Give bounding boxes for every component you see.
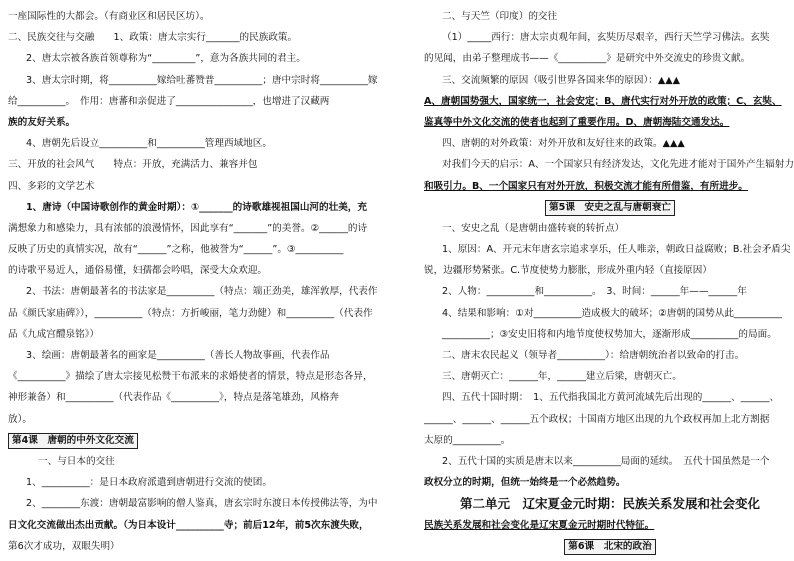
text-line: 给__________。 作用：唐蕃和亲促进了________________，也增进了汉藏两	[8, 95, 330, 107]
lesson-title	[424, 197, 794, 218]
text-line: 满想象力和感染力，具有浓郁的浪漫情怀，因此享有“_______”的美誉。②______的诗	[8, 222, 368, 234]
text-line: 日文化交流做出杰出贡献。（为日本设计__________寺；前后12年，前5次东渡失败，	[8, 519, 369, 531]
section-heading: 四、多彩的文学艺术	[8, 180, 95, 192]
text-line: 1、唐诗（中国诗歌创作的黄金时期）：①_______的诗歌雄视祖国山河的壮美，充	[26, 201, 367, 213]
text-line: 3、绘画：唐朝最著名的画家是__________（善长人物故事画，代表作品	[26, 350, 330, 361]
text-line: 神形兼备）和__________（代表作品《__________》，特点是落笔雄劲，风格奔	[8, 392, 339, 404]
text-line: ______、______、______五个政权；十国南方地区出现的九个政权再加上北方割据	[424, 413, 770, 425]
text-line: （1）_____西行：唐太宗贞观年间，玄奘历尽艰辛，西行天竺学习佛法。玄奘	[442, 32, 770, 44]
right-column	[424, 6, 794, 557]
text-line: 品《颜氏家庙碑》），__________（特点：方折峻丽，笔力劲健）和__________（代表作	[8, 307, 373, 319]
section-heading: 三、交流频繁的原因（吸引世界各国来华的原因）：▲▲▲	[442, 74, 680, 86]
text-line: 2、________东渡：唐朝最富影响的僧人鉴真，唐玄宗时东渡日本传授佛法等，为中	[26, 498, 378, 510]
text-line: __________；③安史旧将和内地节度使权势加大，逐渐形成__________的局面。	[442, 328, 777, 340]
text-line: 3、唐太宗时期，将__________嫁给吐蕃赞普__________；唐中宗时将__________嫁	[26, 74, 378, 86]
text-line: 反映了历史的真情实况，故有“______”之称，他被誉为“______”。③__________	[8, 244, 344, 256]
text-line: 第6次才成功，双眼失明）	[8, 540, 120, 552]
left-column	[8, 6, 380, 557]
unit-title: 第二单元 辽宋夏金元时期：民族关系发展和社会变化	[459, 496, 760, 512]
section-heading: 一、与日本的交往	[38, 455, 115, 467]
text-line: 放）。	[8, 413, 32, 425]
text-line: 鉴真等中外文化交流的使者也起到了重要作用。D、唐朝海陆交通发达。	[424, 116, 730, 128]
section-heading: 一、安史之乱（是唐朝由盛转衰的转折点）	[442, 222, 625, 234]
text-line: 2、人物：__________和__________。 3、时间：______年——______年	[442, 286, 747, 298]
text-line: 1、__________：是日本政府派遣到唐朝进行交流的使团。	[26, 477, 272, 489]
text-line: 政权分立的时期，但统一始终是一个必然趋势。	[424, 477, 626, 489]
lesson-title	[424, 536, 794, 557]
text-line: 四、唐朝的对外政策：对外开放和友好往来的政策。▲▲▲	[442, 138, 685, 150]
text-line: 《__________》描绘了唐太宗接见松赞干布派来的求婚使者的情景，特点是形态各异，	[8, 371, 373, 383]
text-line: 一座国际性的大都会。（有商业区和居民区坊）。	[8, 11, 210, 22]
lesson-title	[8, 430, 380, 451]
text-line: 1、原因：A、开元末年唐玄宗追求享乐，任人唯亲，朝政日益腐败；B.社会矛盾尖	[442, 244, 791, 256]
text-line: 和吸引力。B、一个国家只有对外开放，积极交流才能有所借鉴，有所进步。	[424, 180, 748, 192]
text-line: 的见闻，由弟子整理成书——《__________》是研究中外交流史的珍贵文献。	[424, 53, 751, 65]
lesson-box: 第6课 北宋的政治	[564, 539, 655, 555]
text-line: 2、唐太宗被各族首领尊称为“_________”，意为各族共同的君主。	[26, 53, 306, 65]
text-line: 二、唐末农民起义（领导者__________）：给唐朝统治者以致命的打击。	[442, 350, 745, 361]
text-line: 2、书法：唐朝最著名的书法家是__________（特点：端正劲美，雄浑敦厚，代表作	[26, 286, 378, 298]
lesson-box: 第5课 安史之乱与唐朝衰亡	[545, 200, 675, 216]
text-line: 对我们今天的启示：A、一个国家只有经济发达，文化先进才能对于国外产生辐射力	[442, 159, 794, 171]
section-heading: 二、与天竺（印度）的交往	[442, 11, 558, 22]
text-line: 二、民族交往与交融 1、政策：唐太宗实行_______的民族政策。	[8, 32, 298, 44]
text-line: 族的友好关系。	[8, 116, 76, 128]
text-line: 的诗歌平易近人，通俗易懂，妇孺都会吟唱，深受大众欢迎。	[8, 265, 268, 277]
text-line: 太原的__________。	[424, 434, 511, 446]
text-line: 4、唐朝先后设立__________和__________管理西域地区。	[26, 138, 272, 150]
text-line: 锐，边疆形势紧张。C.节度使势力膨胀，形成外重内轻（直接原因）	[424, 265, 712, 277]
text-line: 2、五代十国的实质是唐末以来__________局面的延续。 五代十国虽然是一个	[442, 455, 770, 467]
text-line: 三、开放的社会风气 特点：开放，充满活力、兼容并包	[8, 159, 258, 171]
lesson-box: 第4课 唐朝的中外文化交流	[8, 433, 138, 449]
text-line: 品《九成宫醴泉铭》）	[8, 328, 100, 340]
text-line: A、唐朝国势强大，国家统一，社会安定；B、唐代实行对外开放的政策；C、玄奘、	[424, 95, 782, 107]
text-line: 4、结果和影响：①对__________造成极大的破坏；②唐朝的国势从此__________	[442, 307, 782, 319]
text-line: 民族关系发展和社会变化是辽宋夏金元时期时代特征。	[424, 519, 655, 531]
text-line: 四、五代十国时期： 1、五代指我国北方黄河流域先后出现的______、______、	[442, 392, 780, 404]
text-line: 三、唐朝灭亡：______年，______建立后梁，唐朝灭亡。	[442, 371, 682, 383]
